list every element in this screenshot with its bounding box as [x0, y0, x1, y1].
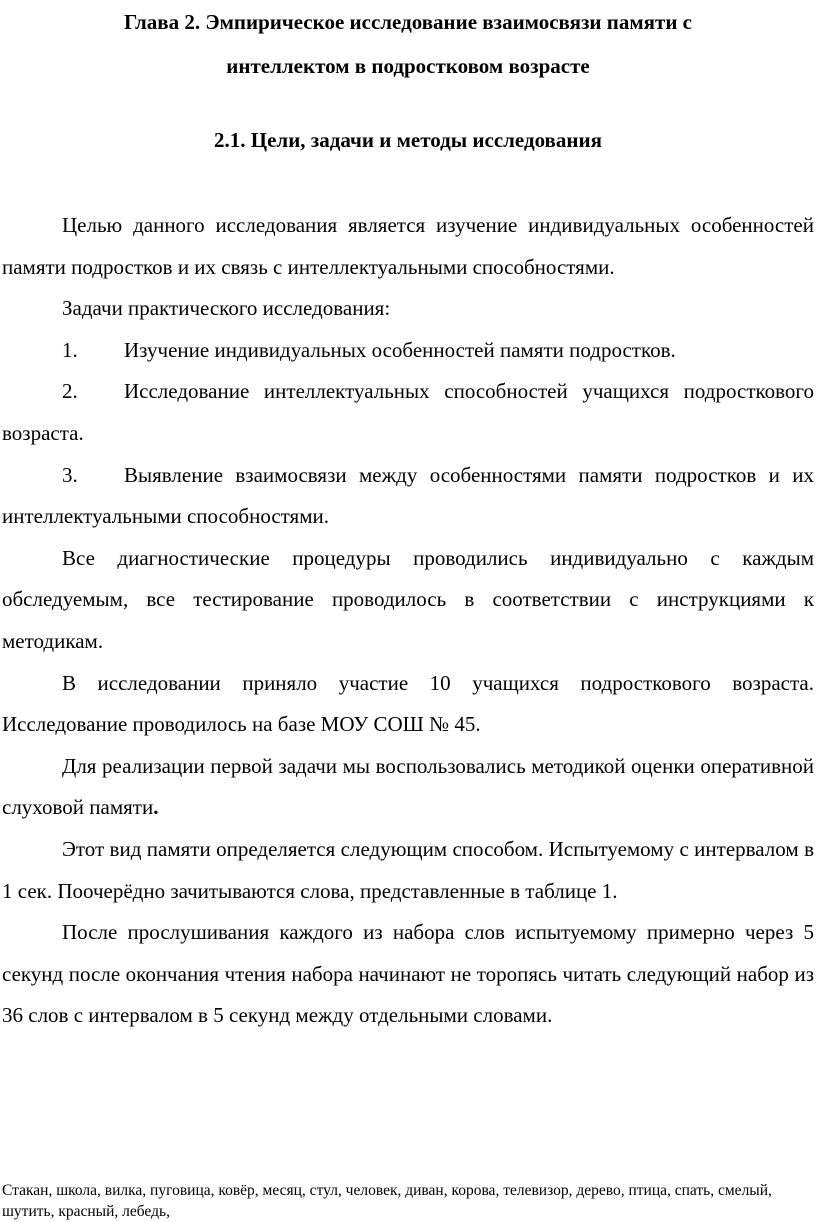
- task-item-2: [2, 371, 814, 454]
- task-text-2: Исследование интеллектуальных способностей учащихся подросткового возраста.: [2, 379, 814, 445]
- task-number-2: 2.: [62, 379, 78, 404]
- chapter-title-line-2: интеллектом в подростковом возрасте: [226, 54, 590, 78]
- after-listen-paragraph: После прослушивания каждого из набора слов испытуемому примерно через 5 секунд после окончания чтения набора начинают не торопясь читать следующий набор из 36 слов с интервалом в 5 секунд между отдельными словами.: [2, 920, 814, 1028]
- body-text: [2, 205, 814, 1037]
- tasks-intro-paragraph: Задачи практического исследования:: [62, 296, 391, 321]
- procedures-paragraph: Все диагностические процедуры проводились индивидуально с каждым обследуемым, все тестирование проводилось в соответствии с инструкциями к методикам.: [2, 545, 814, 653]
- method-paragraph: [2, 746, 814, 829]
- task-number-1: 1.: [62, 337, 78, 362]
- word-list: Стакан, школа, вилка, пуговица, ковёр, месяц, стул, человек, диван, корова, телевизор, дерево, птица, спать, смелый, шутить, красный, лебедь,: [2, 1182, 772, 1220]
- chapter-title: [0, 0, 816, 88]
- procedure-description-paragraph: Этот вид памяти определяется следующим способом. Испытуемому с интервалом в 1 сек. Поочерёдно зачитываются слова, представленные в таблице 1.: [2, 836, 814, 903]
- task-item-3: [2, 455, 814, 538]
- task-item-1: [2, 330, 814, 372]
- task-text-1: Изучение индивидуальных особенностей памяти подростков.: [124, 337, 676, 362]
- method-text: Для реализации первой задачи мы воспользовались методикой оценки оперативной слуховой памяти: [2, 753, 814, 820]
- task-text-3: Выявление взаимосвязи между особенностями памяти подростков и их интеллектуальными способностями.: [2, 462, 814, 529]
- chapter-title-line-1: Глава 2. Эмпирическое исследование взаимосвязи памяти с: [124, 10, 692, 34]
- task-number-3: 3.: [62, 462, 78, 487]
- section-title: 2.1. Цели, задачи и методы исследования: [214, 128, 602, 152]
- method-period: .: [153, 795, 159, 820]
- participants-paragraph: В исследовании приняло участие 10 учащихся подросткового возраста. Исследование проводилось на базе МОУ СОШ № 45.: [2, 670, 814, 737]
- goal-paragraph: Целью данного исследования является изучение индивидуальных особенностей памяти подростков и их связь с интеллектуальными способностями.: [2, 213, 814, 279]
